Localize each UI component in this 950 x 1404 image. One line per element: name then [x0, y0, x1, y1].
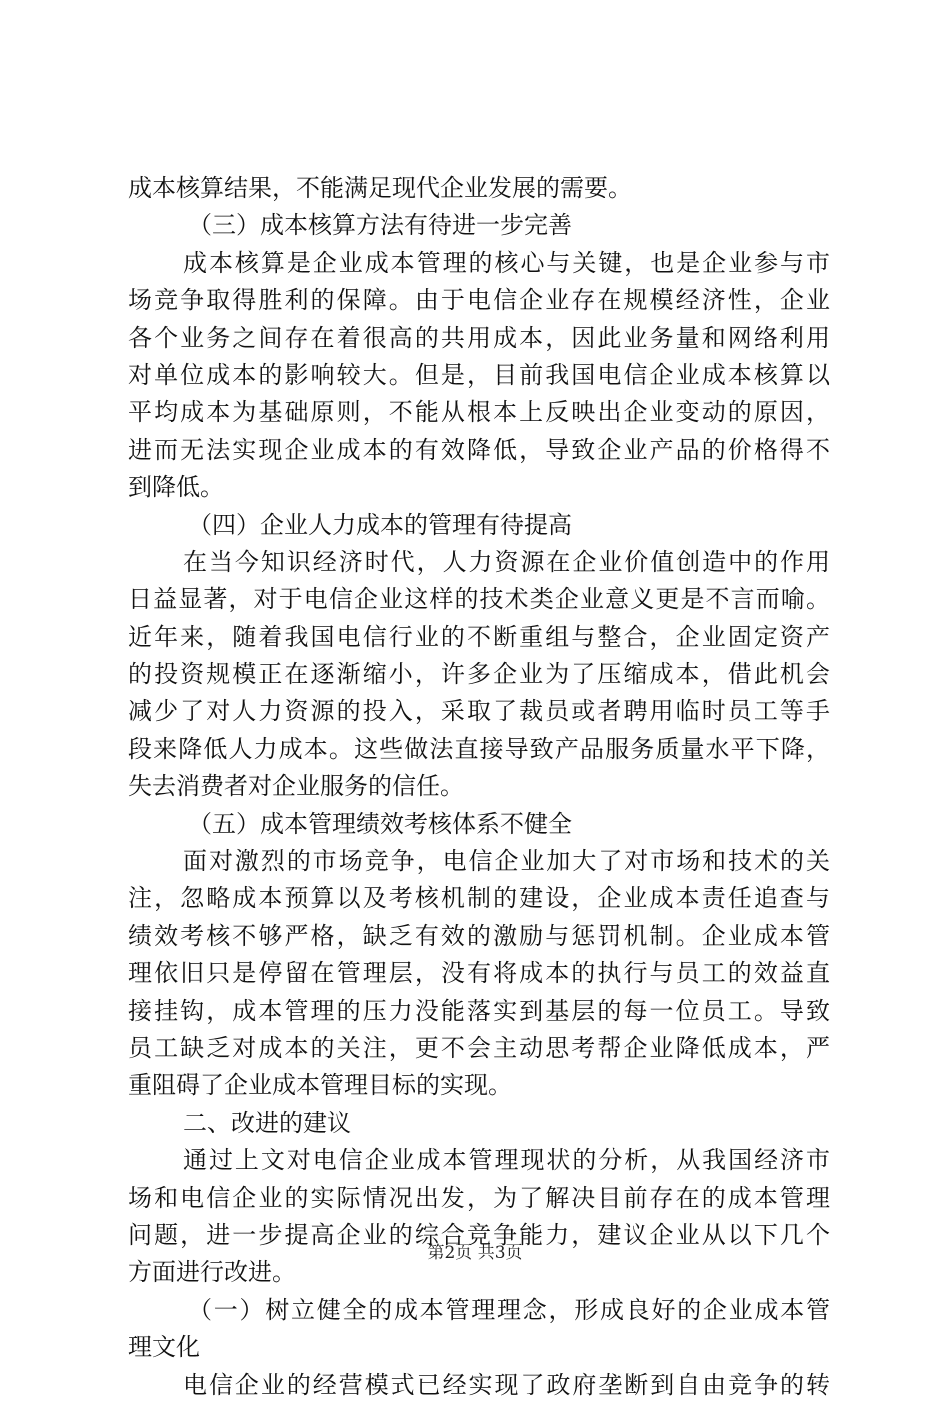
- text-line: 理依旧只是停留在管理层，没有将成本的执行与员工的效益直: [128, 959, 830, 988]
- body-text: [128, 170, 830, 1404]
- text-line: 场竞争取得胜利的保障。由于电信企业存在规模经济性，企业: [128, 286, 830, 315]
- text-line: 绩效考核不够严格，缺乏有效的激励与惩罚机制。企业成本管: [128, 921, 830, 950]
- text-line: 段来降低人力成本。这些做法直接导致产品服务质量水平下降，: [128, 734, 830, 763]
- text-line: 员工缺乏对成本的关注，更不会主动思考帮企业降低成本，严: [128, 1033, 830, 1062]
- section-heading: （一）树立健全的成本管理理念，形成良好的企业成本管: [188, 1295, 830, 1324]
- section-heading: （三）成本核算方法有待进一步完善: [188, 211, 572, 240]
- text-line: 电信企业的经营模式已经实现了政府垄断到自由竞争的转: [183, 1370, 830, 1399]
- section-heading: 二、改进的建议: [183, 1108, 351, 1137]
- section-heading: （五）成本管理绩效考核体系不健全: [188, 809, 572, 838]
- text-line: 通过上文对电信企业成本管理现状的分析，从我国经济市: [183, 1146, 830, 1175]
- text-line: 成本核算结果，不能满足现代企业发展的需要。: [128, 174, 632, 202]
- text-line: 进而无法实现企业成本的有效降低，导致企业产品的价格得不: [128, 435, 830, 464]
- text-line: 平均成本为基础原则，不能从根本上反映出企业变动的原因，: [128, 398, 830, 427]
- text-line: 在当今知识经济时代，人力资源在企业价值创造中的作用: [183, 547, 830, 576]
- text-line: 成本核算是企业成本管理的核心与关键，也是企业参与市: [183, 248, 830, 277]
- text-line: 重阻碍了企业成本管理目标的实现。: [128, 1071, 512, 1100]
- text-line: 的投资规模正在逐渐缩小，许多企业为了压缩成本，借此机会: [128, 660, 830, 689]
- text-line: 日益显著，对于电信企业这样的技术类企业意义更是不言而喻。: [128, 585, 830, 614]
- page-footer: 第2页 共3页: [427, 1243, 523, 1263]
- text-line: 注，忽略成本预算以及考核机制的建设，企业成本责任追查与: [128, 884, 830, 913]
- text-line: 方面进行改进。: [128, 1258, 296, 1287]
- text-line: 失去消费者对企业服务的信任。: [128, 772, 464, 801]
- text-line: 面对激烈的市场竞争，电信企业加大了对市场和技术的关: [183, 847, 830, 876]
- text-line: 到降低。: [128, 473, 224, 502]
- text-line: 近年来，随着我国电信行业的不断重组与整合，企业固定资产: [128, 622, 830, 651]
- section-heading: （四）企业人力成本的管理有待提高: [188, 510, 572, 539]
- text-line: 问题，进一步提高企业的综合竞争能力，建议企业从以下几个: [128, 1220, 830, 1249]
- text-line: 接挂钩，成本管理的压力没能落实到基层的每一位员工。导致: [128, 996, 830, 1025]
- section-heading-continued: 理文化: [128, 1333, 200, 1362]
- text-line: 对单位成本的影响较大。但是，目前我国电信企业成本核算以: [128, 360, 830, 389]
- text-line: 各个业务之间存在着很高的共用成本，因此业务量和网络利用: [128, 323, 830, 352]
- text-line: 减少了对人力资源的投入，采取了裁员或者聘用临时员工等手: [128, 697, 830, 726]
- text-line: 场和电信企业的实际情况出发，为了解决目前存在的成本管理: [128, 1183, 830, 1212]
